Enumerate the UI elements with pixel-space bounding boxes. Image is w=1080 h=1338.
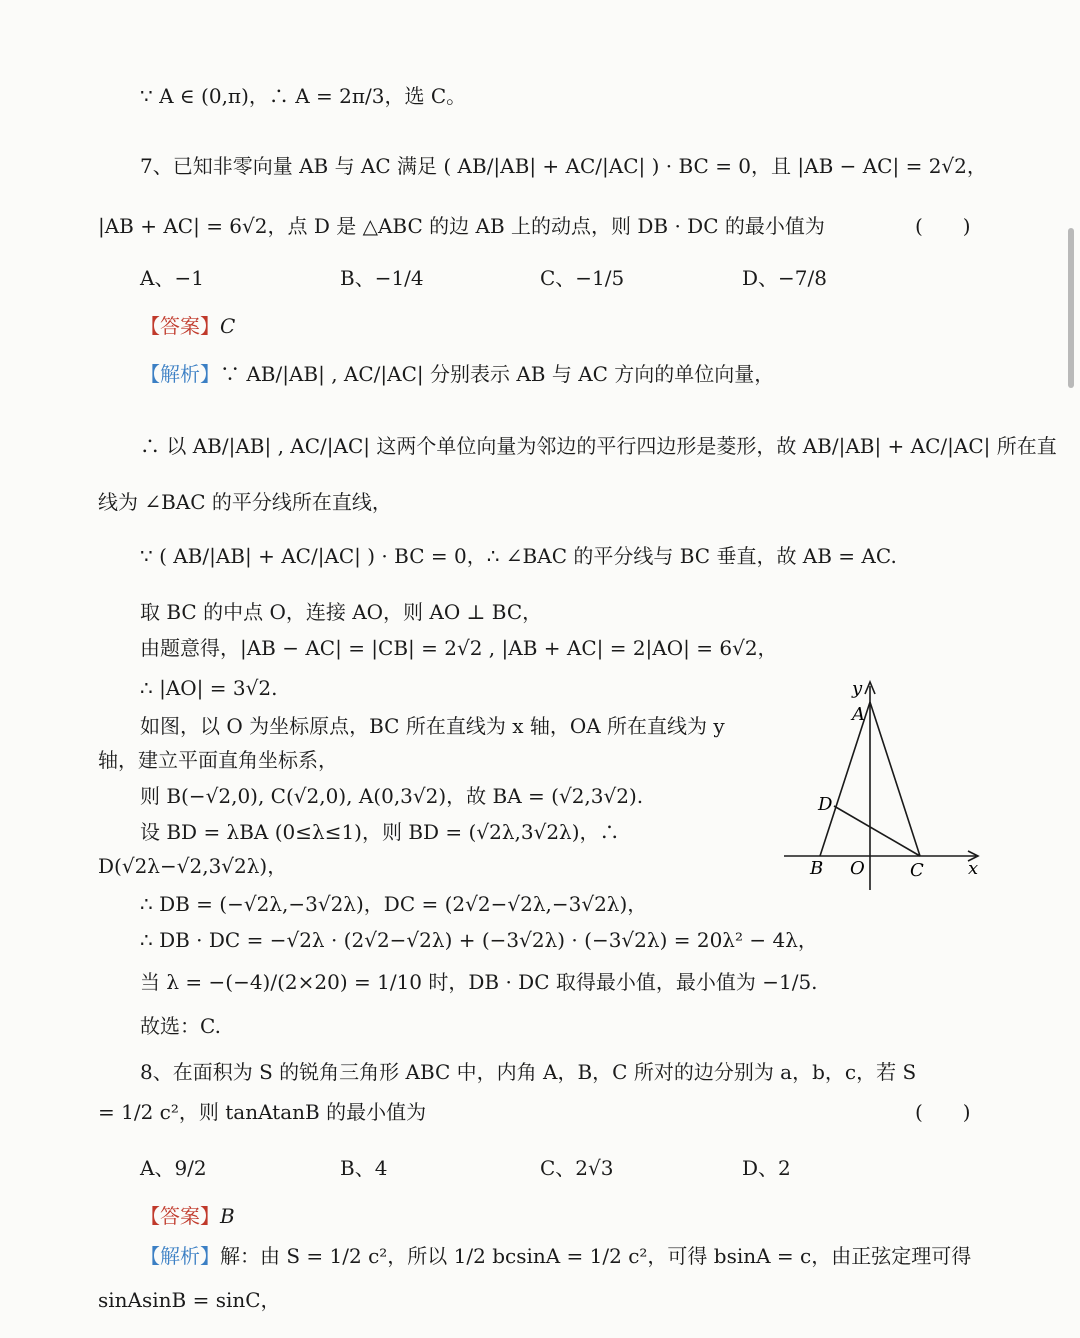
q7-choice-d: D、−7/8 <box>742 266 827 290</box>
q7-explain-5: 取 BC 的中点 O，连接 AO，则 AO ⊥ BC， <box>140 600 543 624</box>
label-c: C <box>910 860 924 881</box>
label-a: A <box>852 704 865 725</box>
q8-answer <box>140 1202 235 1230</box>
explain-text: 解：由 S = 1/2 c²，所以 1/2 bcsinA = 1/2 c²，可得 bsinA = c，由正弦定理可得 <box>220 1244 972 1268</box>
q7-explain-13: ∴ DB = (−√2λ,−3√2λ)，DC = (2√2−√2λ,−3√2λ)， <box>140 892 648 916</box>
q7-explain-10: 则 B(−√2,0), C(√2,0), A(0,3√2)，故 BA = (√2,3√2). <box>140 784 644 808</box>
q7-explain-15: 当 λ = −(−4)/(2×20) = 1/10 时，DB · DC 取得最小值，最小值为 −1/5. <box>140 970 818 994</box>
label-b: B <box>810 858 824 879</box>
question-8-line2: = 1/2 c²，则 tanAtanB 的最小值为 <box>98 1100 427 1124</box>
q7-explain-7: ∴ |AO| = 3√2. <box>140 676 278 700</box>
answer-tag: 【答案】 <box>140 1204 220 1228</box>
scrollbar[interactable] <box>1068 228 1074 388</box>
q7-explain-11: 设 BD = λBA (0≤λ≤1)，则 BD = (√2λ,3√2λ)，∴ <box>140 820 620 844</box>
label-x: x <box>968 858 979 879</box>
q7-choice-a: A、−1 <box>140 266 204 290</box>
q7-explain-16: 故选：C. <box>140 1014 221 1038</box>
label-y: y <box>852 678 863 699</box>
explain-tag: 【解析】 <box>140 362 220 386</box>
question-8-line1: 8、在面积为 S 的锐角三角形 ABC 中，内角 A，B，C 所对的边分别为 a，b，c，若 S <box>140 1060 917 1084</box>
answer-value: C <box>220 314 236 338</box>
side-ab <box>820 702 870 856</box>
coordinate-figure <box>780 676 990 896</box>
q7-explain-3: 线为 ∠BAC 的平分线所在直线， <box>98 490 392 514</box>
q7-explain-12: D(√2λ−√2,3√2λ)， <box>98 854 288 878</box>
q8-explain-1 <box>140 1242 971 1270</box>
q7-explain-1 <box>140 360 774 388</box>
q7-answer <box>140 312 235 340</box>
question-7-line1: 7、已知非零向量 AB 与 AC 满足 ( AB/|AB| + AC/|AC| ) · BC = 0，且 |AB − AC| = 2√2， <box>140 154 987 178</box>
q7-explain-8: 如图，以 O 为坐标原点，BC 所在直线为 x 轴，OA 所在直线为 y <box>140 714 725 738</box>
q7-explain-6: 由题意得，|AB − AC| = |CB| = 2√2 , |AB + AC| = 2|AO| = 6√2， <box>140 636 778 660</box>
q8-choice-d: D、2 <box>742 1156 791 1180</box>
answer-value: B <box>220 1204 235 1228</box>
question-7-blank: ( ) <box>915 214 971 238</box>
q8-choice-a: A、9/2 <box>140 1156 207 1180</box>
q8-choice-b: B、4 <box>340 1156 388 1180</box>
answer-tag: 【答案】 <box>140 314 220 338</box>
q7-explain-14: ∴ DB · DC = −√2λ · (2√2−√2λ) + (−3√2λ) · (−3√2λ) = 20λ² − 4λ， <box>140 928 818 952</box>
question-7-line2: |AB + AC| = 6√2，点 D 是 △ABC 的边 AB 上的动点，则 DB · DC 的最小值为 <box>98 214 825 238</box>
side-ac <box>870 702 920 856</box>
q7-explain-4: ∵ ( AB/|AB| + AC/|AC| ) · BC = 0，∴ ∠BAC 的平分线与 BC 垂直，故 AB = AC. <box>140 544 897 568</box>
explain-tag: 【解析】 <box>140 1244 220 1268</box>
q7-choice-c: C、−1/5 <box>540 266 625 290</box>
explain-text: ∵ AB/|AB| , AC/|AC| 分别表示 AB 与 AC 方向的单位向量， <box>220 362 775 386</box>
question-8-blank: ( ) <box>915 1100 971 1124</box>
q7-explain-9: 轴，建立平面直角坐标系， <box>98 748 338 772</box>
label-d: D <box>818 794 833 815</box>
segment-dc <box>834 806 920 856</box>
q7-explain-2: ∴ 以 AB/|AB| , AC/|AC| 这两个单位向量为邻边的平行四边形是菱形，故 AB/|AB| + AC/|AC| 所在直 <box>140 434 1057 458</box>
q7-choice-b: B、−1/4 <box>340 266 424 290</box>
line-prev-answer: ∵ A ∈ (0,π)，∴ A = 2π/3，选 C。 <box>140 84 467 108</box>
q8-choice-c: C、2√3 <box>540 1156 614 1180</box>
q8-explain-2: sinAsinB = sinC， <box>98 1288 281 1312</box>
label-o: O <box>850 858 865 879</box>
